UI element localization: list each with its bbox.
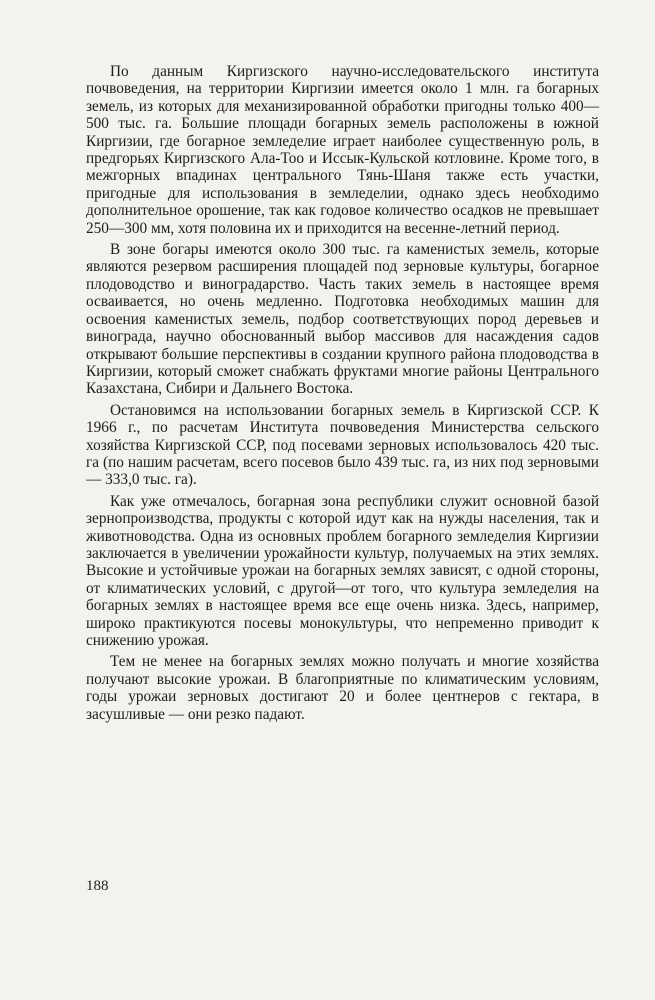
paragraph-4: Как уже отмечалось, богарная зона республики служит основной базой зернопроизводства, продукты с которой идут как на нужды населения, так и животноводства. Одна из основных проблем богарного земледелия Киргизии заключается в увеличении урожайности культур, получаемых на этих землях. Высокие и устойчивые урожаи на богарных землях зависят, с одной стороны, от климатических условий, с другой—от того, что культура земледелия на богарных землях в настоящее время все еще очень низка. Здесь, например, широко практикуются посевы монокультуры, что непременно приводит к снижению урожая. (86, 492, 599, 649)
paragraph-2: В зоне богары имеются около 300 тыс. га каменистых земель, которые являются резервом расширения площадей под зерновые культуры, богарное плодоводство и виноградарство. Часть таких земель в настоящее время осваивается, но очень медленно. Подготовка необходимых машин для освоения каменистых земель, подбор соответствующих пород деревьев и винограда, научно обоснованный выбор массивов для насаждения садов открывают большие перспективы в создании крупного района плодоводства в Киргизии, который сможет снабжать фруктами многие районы Центрального Казахстана, Сибири и Дальнего Востока. (86, 241, 599, 398)
page-text-body (86, 63, 599, 727)
page-number: 188 (86, 878, 109, 894)
paragraph-1: По данным Киргизского научно-исследовательского института почвоведения, на территории Киргизии имеется около 1 млн. га богарных земель, из которых для механизированной обработки пригодны только 400—500 тыс. га. Большие площади богарных земель расположены в южной Киргизии, где богарное земледелие играет наиболее существенную роль, в предгорьях Киргизского Ала-Тоо и Иссык-Кульской котловине. Кроме того, в межгорных впадинах центрального Тянь-Шаня также есть участки, пригодные для использования в земледелии, однако здесь необходимо дополнительное орошение, так как годовое количество осадков не превышает 250—300 мм, хотя половина их и приходится на весенне-летний период. (86, 63, 599, 237)
paragraph-3: Остановимся на использовании богарных земель в Киргизской ССР. К 1966 г., по расчетам Института почвоведения Министерства сельского хозяйства Киргизской ССР, под посевами зерновых использовалось 420 тыс. га (по нашим расчетам, всего посевов было 439 тыс. га, из них под зерновыми — 333,0 тыс. га). (86, 401, 599, 489)
paragraph-5: Тем не менее на богарных землях можно получать и многие хозяйства получают высокие урожаи. В благоприятные по климатическим условиям, годы урожаи зерновых достигают 20 и более центнеров с гектара, в засушливые — они резко падают. (86, 653, 599, 723)
